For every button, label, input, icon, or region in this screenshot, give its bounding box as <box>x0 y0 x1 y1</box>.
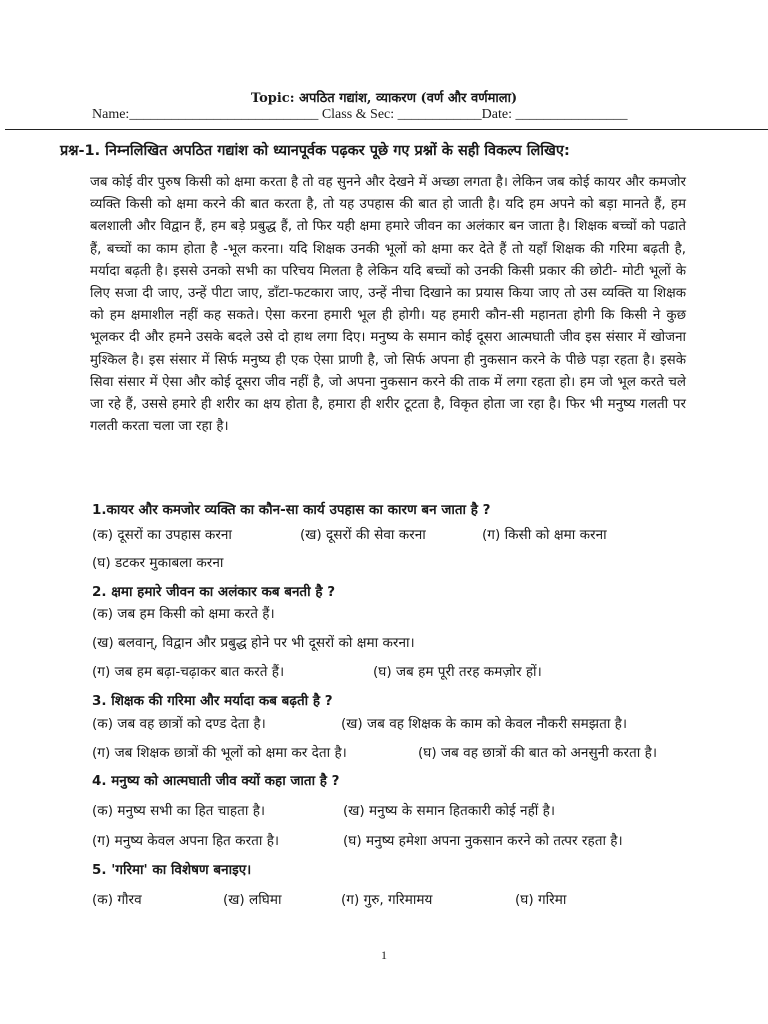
page-number: 1 <box>381 948 387 962</box>
q3-option-b: (ख) जब वह शिक्षक के काम को केवल नौकरी समझता है। <box>341 716 628 732</box>
q5-option-c: (ग) गुरु, गरिमामय <box>341 892 433 908</box>
q1-option-b: (ख) दूसरों की सेवा करना <box>300 527 426 543</box>
header-divider <box>5 129 768 130</box>
question-1: 1.कायर और कमजोर व्यक्ति का कौन-सा कार्य उपहास का कारण बन जाता है ? <box>92 502 491 518</box>
q5-option-d: (घ) गरिमा <box>515 892 567 908</box>
q3-option-c: (ग) जब शिक्षक छात्रों की भूलों को क्षमा कर देता है। <box>92 745 347 761</box>
q2-option-d: (घ) जब हम पूरी तरह कमज़ोर हों। <box>373 664 542 680</box>
topic-title: Topic: अपठित गद्यांश, व्याकरण (वर्ण और वर्णमाला) <box>250 91 518 106</box>
unseen-passage: जब कोई वीर पुरुष किसी को क्षमा करता है तो वह सुनने और देखने में अच्छा लगता है। लेकिन जब कोई कायर और कमजोर व्यक्ति किसी को क्षमा करने की बात करता है, तो यह उपहास की बात हो जाती है। यदि हम अपने को बड़ा मानते हैं, हम बलशाली और विद्वान हैं, हम बड़े प्रबुद्ध हैं, तो फिर यही क्षमा हमारे जीवन का अलंकार बन जाता है। शिक्षक बच्चों को पढाते हैं, बच्चों का काम होता है -भूल करना। यदि शिक्षक उनकी भूलों को क्षमा कर देते हैं तो यहाँ शिक्षक की गरिमा बढ़ती है, मर्यादा बढ़ती है। इससे उनको सभी का परिचय मिलता है लेकिन यदि बच्चों को उनकी किसी प्रकार की छोटी- मोटी भूलों के लिए सजा दी जाए, उन्हें पीटा जाए, डाँटा-फटकारा जाए, उन्हें नीचा दिखाने का प्रयास किया जाए तो उस व्यक्ति या शिक्षक को हम क्षमाशील नहीं कह सकते। ऐसा करना हमारी भूल ही होगी। यह हमारी कौन-सी महानता होगी कि किसी ने कुछ भूलकर दी और हमने उसके बदले उसे दो हाथ लगा दिए। मनुष्य के समान कोई दूसरा आत्मघाती जीव इस संसार में खोजना मुश्किल है। इस संसार में सिर्फ मनुष्य ही एक ऐसा प्राणी है, जो सिर्फ अपना ही नुकसान करने के पीछे पड़ा रहता है। इसके सिवा संसार में ऐसा और कोई दूसरा जीव नहीं है, जो अपना नुकसान करने की ताक में लगा रहता हो। हम जो भूल करते चले जा रहे हैं, उससे हमारे ही शरीर का क्षय होता है, हमारा ही शरीर टूटता है, विकृत होता जा रहा है। फिर भी मनुष्य गलती पर गलती करता चला जा रहा है। <box>90 175 686 435</box>
q3-option-a: (क) जब वह छात्रों को दण्ड देता है। <box>92 716 266 732</box>
name-class-date-line: Name:___________________________ Class & Sec: ____________Date: ________________ <box>92 107 628 122</box>
q4-option-c: (ग) मनुष्य केवल अपना हित करता है। <box>92 833 280 849</box>
question-5: 5. 'गरिमा' का विशेषण बनाइए। <box>92 862 252 878</box>
q1-option-c: (ग) किसी को क्षमा करना <box>482 527 607 543</box>
question-heading: प्रश्न-1. निम्नलिखित अपठित गद्यांश को ध्यानपूर्वक पढ़कर पूछे गए प्रश्नों के सही विकल्प लिखिए: <box>60 143 570 159</box>
q2-option-c: (ग) जब हम बढ़ा-चढ़ाकर बात करते हैं। <box>92 664 285 680</box>
question-2: 2. क्षमा हमारे जीवन का अलंकार कब बनती है ? <box>92 584 336 600</box>
q4-option-b: (ख) मनुष्य के समान हितकारी कोई नहीं है। <box>343 803 555 819</box>
question-3: 3. शिक्षक की गरिमा और मर्यादा कब बढ़ती है ? <box>92 693 333 709</box>
q3-option-d: (घ) जब वह छात्रों की बात को अनसुनी करता है। <box>418 745 658 761</box>
q1-option-d: (घ) डटकर मुकाबला करना <box>92 555 224 571</box>
question-4: 4. मनुष्य को आत्मघाती जीव क्यों कहा जाता है ? <box>92 773 340 789</box>
q1-option-a: (क) दूसरों का उपहास करना <box>92 527 232 543</box>
q2-option-b: (ख) बलवान्, विद्वान और प्रबुद्ध होने पर भी दूसरों को क्षमा करना। <box>92 635 415 651</box>
q2-option-a: (क) जब हम किसी को क्षमा करते हैं। <box>92 606 275 622</box>
q5-option-a: (क) गौरव <box>92 892 142 908</box>
q4-option-d: (घ) मनुष्य हमेशा अपना नुकसान करने को तत्पर रहता है। <box>343 833 623 849</box>
q5-option-b: (ख) लघिमा <box>223 892 282 908</box>
q4-option-a: (क) मनुष्य सभी का हित चाहता है। <box>92 803 266 819</box>
